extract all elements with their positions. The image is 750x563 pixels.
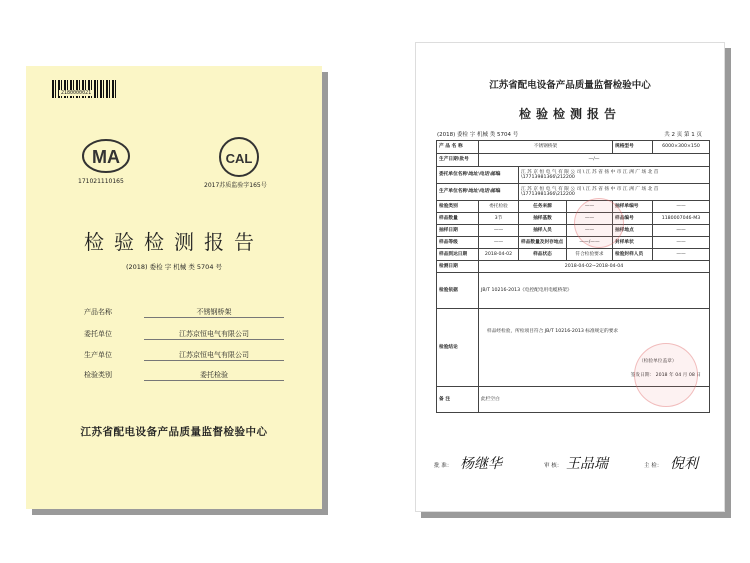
client-value: 江 苏 京 恒 电 气 有 限 公 司 \ 江 苏 省 扬 中 市 江 洲 广 场 北 首\17713981366\212200: [519, 167, 710, 184]
cal-logo-icon: [218, 136, 260, 178]
field-label: 产品名称: [84, 308, 112, 316]
cal-code: 2017苏质监验字165号: [204, 182, 267, 189]
cover-field-type: [84, 370, 289, 382]
approver-signature: 杨继华: [460, 456, 502, 472]
place-value: ——: [653, 225, 710, 237]
test-type-value: 委托检验: [479, 201, 519, 213]
reviewer-signature: 王品瑞: [566, 456, 608, 472]
table-row: [437, 273, 710, 309]
remark-value: 此栏空白: [479, 387, 710, 413]
main-tester-signature: 倪利: [670, 456, 698, 472]
table-label: 规格型号: [613, 141, 653, 154]
red-seal-stamp-icon: [574, 198, 624, 248]
table-row: [437, 184, 710, 201]
report-number: (2018) 委检 字 机械 类 5704 号: [437, 132, 519, 138]
page-count: 共 2 页 第 1 页: [664, 132, 702, 138]
table-label: 抽样单编号: [613, 201, 653, 213]
model-value: 6000×300×150: [653, 141, 710, 154]
field-value: 江苏京恒电气有限公司: [144, 329, 284, 340]
condition-value: 符合检验要求: [567, 249, 613, 261]
cover-field-product: [84, 307, 289, 319]
test-basis-value: JB/T 10216-2013《电控配电用电缆桥架》: [479, 273, 710, 309]
cover-title: 检验检测报告: [84, 230, 264, 254]
main-test-label: 主 检：: [644, 463, 663, 469]
report-detail-page: [415, 42, 725, 512]
field-value: 江苏京恒电气有限公司: [144, 350, 284, 361]
seal-place-value: ——/——: [567, 237, 613, 249]
field-value: 委托检验: [144, 370, 284, 381]
grade-value: ——: [479, 237, 519, 249]
table-label: 抽样基数: [519, 213, 567, 225]
table-label: 生产日期\批号: [437, 154, 479, 167]
table-label: 样品状态: [519, 249, 567, 261]
sealer-value: ——: [653, 237, 710, 249]
test-period-value: 2018-04-02~2018-04-04: [479, 261, 710, 273]
quantity-value: 3节: [479, 213, 519, 225]
review-label: 审 核：: [544, 463, 563, 469]
date-lot-value: —/—: [479, 154, 710, 167]
table-label: 抽样日期: [437, 225, 479, 237]
table-label: 样品数量: [437, 213, 479, 225]
field-label: 委托单位: [84, 330, 112, 338]
table-label: 抽样地点: [613, 225, 653, 237]
table-label: 样品到达日期: [437, 249, 479, 261]
report-cover-page: [26, 66, 322, 509]
report-title: 检验检测报告: [518, 107, 621, 121]
table-row: [437, 154, 710, 167]
product-name-value: 不锈钢桥架: [479, 141, 613, 154]
table-row: [437, 225, 710, 237]
table-label: 检验依据: [437, 273, 479, 309]
table-label: 生产单位名称\地址\电话\邮编: [437, 184, 519, 201]
table-label: 检测日期: [437, 261, 479, 273]
sampler-value: ——: [567, 225, 613, 237]
table-label: 样品等级: [437, 237, 479, 249]
conclusion-text: 样品经检验，所检项目符合 JB/T 10216-2013 标准规定的要求: [487, 329, 619, 334]
sample-date-value: ——: [479, 225, 519, 237]
table-row: [437, 249, 710, 261]
table-label: 样品编号: [613, 213, 653, 225]
table-label: 委托单位名称\地址\电话\邮编: [437, 167, 519, 184]
task-source-value: ——: [567, 201, 613, 213]
table-row: [437, 261, 710, 273]
table-row: [437, 141, 710, 154]
barcode-text: 2180000021: [61, 90, 92, 96]
table-label: 任务来源: [519, 201, 567, 213]
cma-logo-icon: [81, 138, 131, 174]
table-label: 检验封样人员: [613, 249, 653, 261]
cover-field-client: [84, 329, 289, 341]
field-label: 检验类别: [84, 371, 112, 379]
cover-report-number: (2018) 委检 字 机械 类 5704 号: [125, 263, 223, 271]
table-label: 检验类别: [437, 201, 479, 213]
svg-text:CAL: CAL: [225, 151, 253, 166]
sample-number-value: 1180007046-M3: [653, 213, 710, 225]
cover-field-maker: [84, 350, 289, 362]
table-label: 检验结论: [437, 309, 479, 387]
table-row: [437, 201, 710, 213]
maker-value: 江 苏 京 恒 电 气 有 限 公 司 \ 江 苏 省 扬 中 市 江 洲 广 场 北 首\17713981366\212200: [519, 184, 710, 201]
cma-code: 171021110165: [78, 178, 124, 185]
sample-order-value: ——: [653, 201, 710, 213]
field-label: 生产单位: [84, 351, 112, 359]
table-label: 备 注: [437, 387, 479, 413]
field-value: 不锈钢桥架: [144, 307, 284, 318]
stamp-note: （检验单位盖章）: [639, 359, 677, 364]
table-row: [437, 213, 710, 225]
arrive-date-value: 2018-04-02: [479, 249, 519, 261]
cover-organization: 江苏省配电设备产品质量监督检验中心: [80, 426, 268, 438]
issue-date: 签发日期： 2018 年 04 月 08 日: [630, 373, 701, 378]
sample-base-value: ——: [567, 213, 613, 225]
report-organization: 江苏省配电设备产品质量监督检验中心: [489, 80, 651, 91]
table-label: 样品数量及封存地点: [519, 237, 567, 249]
svg-text:MA: MA: [92, 147, 120, 167]
seal-person-value: ——: [653, 249, 710, 261]
table-row: [437, 237, 710, 249]
table-row: [437, 167, 710, 184]
approve-label: 批 准：: [434, 463, 453, 469]
table-label: 产 品 名 称: [437, 141, 479, 154]
table-label: 封样单状: [613, 237, 653, 249]
table-label: 抽样人员: [519, 225, 567, 237]
red-seal-stamp-icon: [634, 343, 698, 407]
